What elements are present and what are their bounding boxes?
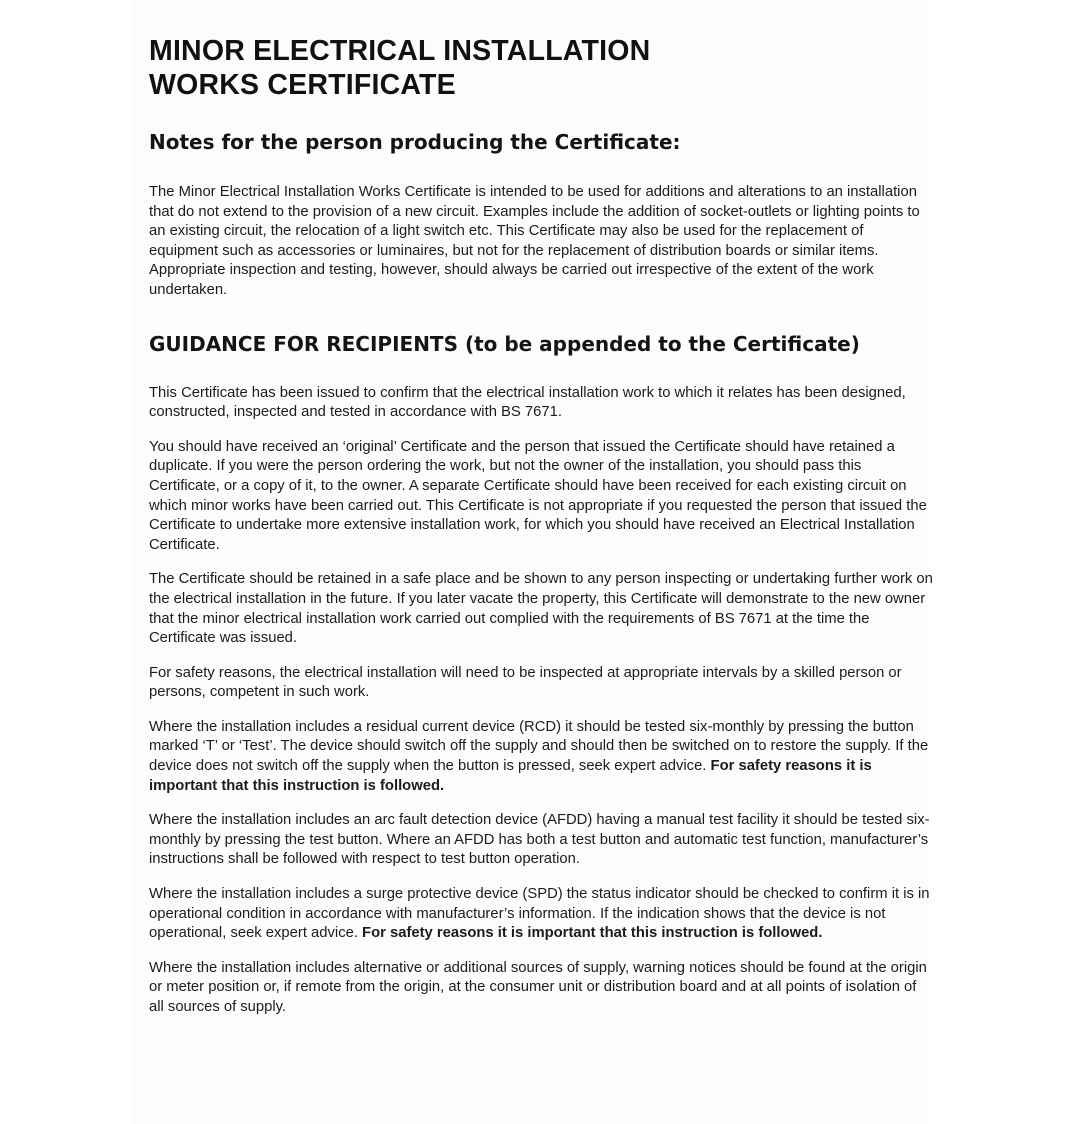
notes-heading: Notes for the person producing the Certificate: — [149, 130, 681, 154]
guidance-paragraph-5 — [149, 718, 934, 796]
page-title-line-2: WORKS CERTIFICATE — [149, 69, 456, 101]
guidance-heading: GUIDANCE FOR RECIPIENTS (to be appended to the Certificate) — [149, 331, 860, 356]
guidance-paragraph-6: Where the installation includes an arc fault detection device (AFDD) having a manual test facility it should be tested six-monthly by pressing the test button. Where an AFDD has both a test button and automatic test function, manufacturer’s instructions shall be followed with respect to test button operation. — [149, 812, 930, 868]
safety-instruction-spd: For safety reasons it is important that this instruction is followed. — [362, 925, 823, 942]
notes-paragraph: The Minor Electrical Installation Works Certificate is intended to be used for additions and alterations to an installation that do not extend to the provision of a new circuit. Examples include the addition of socket-outlets or lighting points to an existing circuit, the relocation of a light switch etc. This Certificate may also be used for the replacement of equipment such as accessories or luminaires, but not for the replacement of distribution boards or similar items. Appropriate inspection and testing, however, should always be carried out irrespective of the extent of the work undertaken. — [149, 184, 920, 298]
document-content — [149, 34, 934, 1018]
guidance-paragraph-5-text: Where the installation includes a residual current device (RCD) it should be tested six-monthly by pressing the button marked ‘T’ or ‘Test’. The device should switch off the supply and should then be switched on to restore the supply. If the device does not switch off the supply when the button is pressed, seek expert advice. — [149, 718, 929, 775]
guidance-paragraph-8: Where the installation includes alternative or additional sources of supply, warning notices should be found at the origin or meter position or, if remote from the origin, at the consumer unit or distribution board and at all points of isolation of all sources of supply. — [149, 959, 927, 1015]
safety-instruction-rcd: For safety reasons it is important that this instruction is followed. — [149, 758, 872, 794]
guidance-paragraph-4: For safety reasons, the electrical installation will need to be inspected at appropriate intervals by a skilled person or persons, competent in such work. — [149, 664, 902, 701]
guidance-paragraph-7-text: Where the installation includes a surge protective device (SPD) the status indicator should be checked to confirm it is in operational condition in accordance with manufacturer’s information. If the indication shows that the device is not operational, seek expert advice. — [149, 886, 930, 942]
guidance-paragraph-3: The Certificate should be retained in a safe place and be shown to any person inspecting or undertaking further work on the electrical installation in the future. If you later vacate the property, this Certificate will demonstrate to the new owner that the minor electrical installation work carried out complied with the requirements of BS 7671 at the time the Certificate was issued. — [149, 571, 933, 647]
guidance-paragraph-7 — [149, 885, 934, 944]
guidance-paragraph-1: This Certificate has been issued to confirm that the electrical installation work to which it relates has been designed, constructed, inspected and tested in accordance with BS 7671. — [149, 384, 906, 421]
page-title-line-1: MINOR ELECTRICAL INSTALLATION — [149, 35, 651, 67]
guidance-paragraph-2: You should have received an ‘original’ Certificate and the person that issued the Certificate should have retained a duplicate. If you were the person ordering the work, but not the owner of the installation, you should pass this Certificate, or a copy of it, to the owner. A separate Certificate should have been received for each existing circuit on which minor works have been carried out. This Certificate is not appropriate if you requested the person that issued the Certificate to undertake more extensive installation work, for which you should have received an Electrical Installation Certificate. — [149, 438, 927, 553]
page-title — [149, 34, 934, 102]
